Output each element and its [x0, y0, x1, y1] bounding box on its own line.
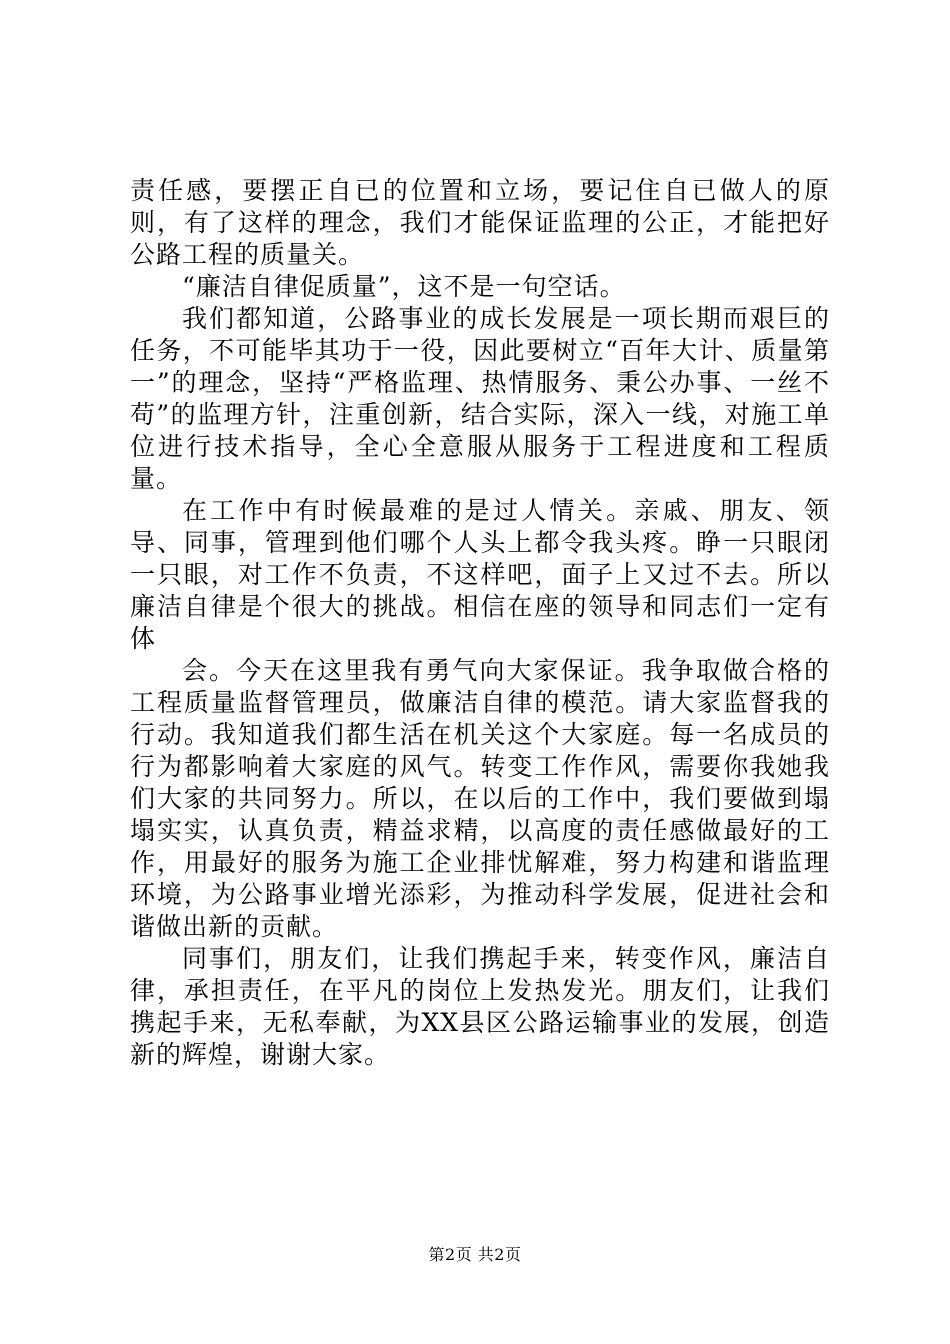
paragraph: 我们都知道，公路事业的成长发展是一项长期而艰巨的任务，不可能毕其功于一役，因此要树立“百年大计、质量第一”的理念，坚持“严格监理、热情服务、秉公办事、一丝不苟”的监理方针，注重创新，结合实际，深入一线，对施工单位进行技术指导，全心全意服从服务于工程进度和工程质量。 — [130, 304, 830, 493]
document-body — [130, 175, 830, 1071]
paragraph: “廉洁自律促质量”，这不是一句空话。 — [182, 272, 626, 301]
paragraph: 同事们，朋友们，让我们携起手来，转变作风，廉洁自律，承担责任，在平凡的岗位上发热发光。朋友们，让我们携起手来，无私奉献，为XX县区公路运输事业的发展，创造新的辉煌，谢谢大家。 — [130, 944, 830, 1069]
paragraph: 在工作中有时候最难的是过人情关。亲戚、朋友、领导、同事，管理到他们哪个人头上都令我头疼。睁一只眼闭一只眼，对工作不负责，不这样吧，面子上又过不去。所以廉洁自律是个很大的挑战。相信在座的领导和同志们一定有体 — [130, 496, 830, 653]
page-number-label: 第2页 共2页 — [428, 1245, 522, 1264]
paragraph: 责任感，要摆正自已的位置和立场，要记住自已做人的原则，有了这样的理念，我们才能保证监理的公正，才能把好公路工程的质量关。 — [130, 176, 830, 269]
page-footer — [0, 1245, 950, 1265]
paragraph: 会。今天在这里我有勇气向大家保证。我争取做合格的工程质量监督管理员，做廉洁自律的模范。请大家监督我的行动。我知道我们都生活在机关这个大家庭。每一名成员的行为都影响着大家庭的风气。转变工作作风，需要你我她我们大家的共同努力。所以，在以后的工作中，我们要做到塌塌实实，认真负责，精益求精，以高度的责任感做最好的工作，用最好的服务为施工企业排忧解难，努力构建和谐监理环境，为公路事业增光添彩，为推动科学发展，促进社会和谐做出新的贡献。 — [130, 656, 830, 941]
